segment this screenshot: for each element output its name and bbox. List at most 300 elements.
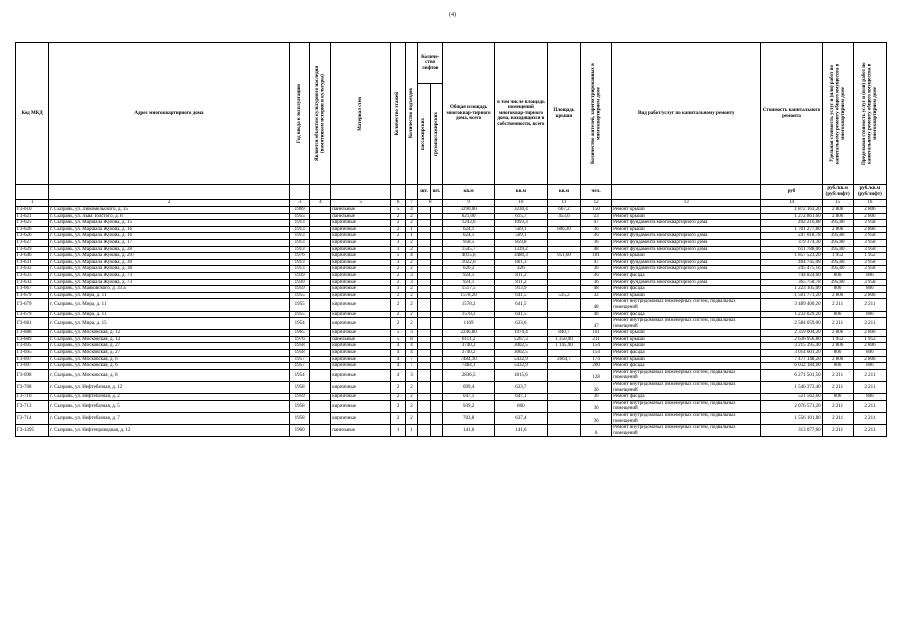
cell-unit-cost: 806 — [822, 286, 853, 293]
cell-cost: 2 636 956,80 — [761, 336, 822, 343]
cell-area-total: 958,5 — [443, 239, 495, 246]
cell-year: 1969 — [289, 207, 310, 214]
cell-lifts-cargo — [430, 279, 442, 286]
cell-lifts-cargo — [430, 286, 442, 293]
header-work: Вид работ/услуг по капитальному ремонту — [612, 43, 761, 185]
cell-floors: 5 — [391, 336, 406, 343]
cell-area-total: 620,2 — [443, 266, 495, 273]
cell-roof — [547, 394, 580, 401]
cell-area-total: 621,00 — [443, 213, 495, 220]
cell-residents: 48 — [581, 246, 612, 253]
cell-cost: 7 477 148,20 — [761, 356, 822, 363]
cell-area-owned: 5267,3 — [494, 336, 547, 343]
cell-area-owned: 1974,4 — [494, 330, 547, 337]
cell-lifts-cargo — [430, 363, 442, 370]
cell-lifts-cargo — [430, 226, 442, 233]
cell-residents: 36 — [581, 233, 612, 240]
cell-year: 1959 — [289, 394, 310, 401]
cell-material: панельные — [331, 425, 391, 437]
cell-area-owned: 913,9 — [494, 286, 547, 293]
cell-work: Ремонт фундамента многоквартирного дома — [612, 239, 761, 246]
column-number: 5 — [331, 200, 391, 207]
table-body — [16, 207, 887, 437]
cell-area-owned: 860 — [494, 400, 547, 412]
cell-code: Г3-626 — [16, 226, 49, 233]
header-area-owned: в том числе площадь помещений многоквар-тирного дома, находящихся в собственности, всего — [494, 43, 547, 185]
cell-floors: 2 — [391, 220, 406, 227]
cell-cost: 744 824,60 — [761, 272, 822, 279]
cell-lifts-cargo — [430, 318, 442, 330]
cell-code: Г3-629 — [16, 246, 49, 253]
cell-roof — [547, 272, 580, 279]
cell-max-cost: 2 806 — [853, 356, 886, 363]
cell-lifts-cargo — [430, 369, 442, 381]
cell-lifts-pass — [418, 343, 430, 350]
cell-address: г. Сызрань, ул. Нефтебазная, д. 7 — [49, 413, 290, 425]
table-row — [16, 226, 887, 233]
cell-residents: 47 — [581, 220, 612, 227]
cell-material: панельные — [331, 207, 391, 214]
cell-roof: 453,6 — [547, 213, 580, 220]
cell-cost: 313 077,60 — [761, 425, 822, 437]
cell-roof — [547, 369, 580, 381]
cell-area-owned: 1093,3 — [494, 220, 547, 227]
cell-code: Г3-689 — [16, 336, 49, 343]
column-number: 2 — [49, 200, 290, 207]
cell-work: Ремонт внутридомовых инженерных систем, подвальных помещений — [612, 382, 761, 394]
cell-floors: 4 — [391, 363, 406, 370]
cell-lifts-pass — [418, 220, 430, 227]
cell-roof: 1 145,90 — [547, 343, 580, 350]
cell-area-total: 624,1 — [443, 226, 495, 233]
header-heritage: Является объектом культурного наследия (памятником истории и культуры) — [310, 43, 331, 185]
cell-residents: 211 — [581, 336, 612, 343]
cell-entrances: 4 — [405, 350, 417, 357]
cell-cost: 379 374,30 — [761, 239, 822, 246]
cell-unit-cost: 2 211 — [822, 413, 853, 425]
cell-entrances: 1 — [405, 425, 417, 437]
cell-lifts-pass — [418, 266, 430, 273]
cell-area-owned: 3002,5 — [494, 350, 547, 357]
cell-lifts-cargo — [430, 413, 442, 425]
cell-area-owned: 633,6 — [494, 318, 547, 330]
cell-max-cost: 2 806 — [853, 226, 886, 233]
cell-address: г. Сызрань, ул. Мира, д. 11 — [49, 299, 290, 311]
cell-year: 1958 — [289, 400, 310, 412]
cell-floors: 3 — [391, 246, 406, 253]
cell-max-cost: 3 958 — [853, 239, 886, 246]
column-number: 7 — [405, 200, 417, 207]
cell-lifts-cargo — [430, 266, 442, 273]
cell-work: Ремонт внутридомовых инженерных систем, подвальных помещений — [612, 369, 761, 381]
header-floors: Количество этажей — [391, 43, 406, 185]
header-residents: Количество жителей, зарегистрированных в многоквартирном доме — [581, 43, 612, 185]
cell-heritage — [310, 356, 331, 363]
cell-code: Г3-710 — [16, 394, 49, 401]
cell-lifts-cargo — [430, 394, 442, 401]
table-row — [16, 239, 887, 246]
cell-roof — [547, 382, 580, 394]
cell-lifts-pass — [418, 350, 430, 357]
cell-address: г. Сызрань, ул. Маршала Жукова, д. 73 — [49, 279, 290, 286]
cell-residents: 36 — [581, 394, 612, 401]
cell-lifts-cargo — [430, 311, 442, 318]
table-row — [16, 286, 887, 293]
cell-area-owned: 3230,4 — [494, 207, 547, 214]
cell-roof — [547, 299, 580, 311]
cell-heritage — [310, 220, 331, 227]
cell-area-owned: 615,7 — [494, 213, 547, 220]
cell-lifts-cargo — [430, 239, 442, 246]
cell-area-owned: 641,5 — [494, 299, 547, 311]
header-roof: Площадь крыши — [547, 43, 580, 185]
cell-address: г. Сызрань, ул. Мира, д. 11 — [49, 292, 290, 299]
table-row — [16, 299, 887, 311]
cell-heritage — [310, 226, 331, 233]
cell-heritage — [310, 394, 331, 401]
cell-heritage — [310, 213, 331, 220]
cell-entrances: 1 — [405, 233, 417, 240]
cell-work: Ремонт фундамента многоквартирного дома — [612, 246, 761, 253]
table-row — [16, 266, 887, 273]
cell-max-cost: 2 211 — [853, 318, 886, 330]
cell-area-total: 1517,5 — [443, 286, 495, 293]
cell-lifts-pass — [418, 239, 430, 246]
table-row — [16, 363, 887, 370]
unit-residents: чел. — [581, 185, 612, 200]
cell-roof: 840,7 — [547, 330, 580, 337]
cell-area-total: 4015,6 — [443, 253, 495, 260]
cell-max-cost: 1 952 — [853, 336, 886, 343]
cell-unit-cost: 806 — [822, 311, 853, 318]
cell-roof — [547, 279, 580, 286]
cell-entrances: 2 — [405, 299, 417, 311]
cell-material: кирпичные — [331, 239, 391, 246]
cell-residents: 36 — [581, 272, 612, 279]
cell-material: панельные — [331, 336, 391, 343]
cell-material: кирпичные — [331, 311, 391, 318]
cell-work: Ремонт крыши — [612, 292, 761, 299]
cell-year: 1913 — [289, 239, 310, 246]
header-code: Код МКД — [16, 43, 49, 185]
cell-year: 1913 — [289, 246, 310, 253]
cell-max-cost: 3 958 — [853, 220, 886, 227]
cell-max-cost: 806 — [853, 394, 886, 401]
cell-year: 1954 — [289, 318, 310, 330]
cell-residents: 47 — [581, 259, 612, 266]
cell-code: Г3-667 — [16, 286, 49, 293]
cell-residents: 36 — [581, 400, 612, 412]
cell-lifts-cargo — [430, 233, 442, 240]
cell-residents: 36 — [581, 413, 612, 425]
cell-entrances: 2 — [405, 394, 417, 401]
cell-lifts-cargo — [430, 299, 442, 311]
unit-cost: руб — [761, 185, 822, 200]
cell-material: кирпичные — [331, 253, 391, 260]
cell-max-cost: 2 806 — [853, 207, 886, 214]
cell-unit-cost: 2 806 — [822, 356, 853, 363]
cell-lifts-pass — [418, 259, 430, 266]
housing-registry-table — [15, 42, 887, 437]
cell-address: г. Сызрань, ул. Мира, д. 15 — [49, 318, 290, 330]
cell-area-owned: 569,1 — [494, 233, 547, 240]
cell-heritage — [310, 259, 331, 266]
cell-heritage — [310, 292, 331, 299]
cell-year: 1957 — [289, 356, 310, 363]
cell-max-cost: 2 211 — [853, 413, 886, 425]
table-row — [16, 336, 887, 343]
cell-area-owned: 141,6 — [494, 425, 547, 437]
cell-floors: 5 — [391, 207, 406, 214]
cell-year: 1976 — [289, 253, 310, 260]
cell-max-cost: 806 — [853, 272, 886, 279]
cell-floors: 2 — [391, 292, 406, 299]
cell-roof — [547, 239, 580, 246]
cell-floors: 2 — [391, 266, 406, 273]
cell-residents: 48 — [581, 299, 612, 311]
cell-material: кирпичные — [331, 233, 391, 240]
cell-unit-cost: 2 806 — [822, 292, 853, 299]
cell-material: кирпичные — [331, 356, 391, 363]
cell-max-cost: 2 806 — [853, 213, 886, 220]
cell-max-cost: 2 806 — [853, 292, 886, 299]
cell-year: 1939 — [289, 279, 310, 286]
cell-work: Ремонт крыши — [612, 207, 761, 214]
cell-max-cost: 2 211 — [853, 425, 886, 437]
unit-lifts-cargo: шт. — [430, 185, 442, 200]
cell-area-owned: 633,7 — [494, 382, 547, 394]
cell-year: 1959 — [289, 286, 310, 293]
cell-unit-cost: 2 806 — [822, 343, 853, 350]
cell-year: 1958 — [289, 413, 310, 425]
cell-work: Ремонт внутридомовых инженерных систем, подвальных помещений — [612, 425, 761, 437]
cell-max-cost: 3 958 — [853, 266, 886, 273]
cell-heritage — [310, 253, 331, 260]
cell-residents: 6 — [581, 425, 612, 437]
cell-residents: 174 — [581, 356, 612, 363]
cell-lifts-pass — [418, 311, 430, 318]
cell-material: кирпичные — [331, 259, 391, 266]
cell-residents: 36 — [581, 239, 612, 246]
cell-lifts-pass — [418, 318, 430, 330]
cell-material: кирпичные — [331, 292, 391, 299]
cell-area-total: 2246,80 — [443, 330, 495, 337]
table-row — [16, 369, 887, 381]
cell-max-cost: 806 — [853, 286, 886, 293]
cell-work: Ремонт фундамента многоквартирного дома — [612, 279, 761, 286]
cell-floors: 4 — [391, 343, 406, 350]
cell-entrances: 2 — [405, 213, 417, 220]
cell-material: кирпичные — [331, 220, 391, 227]
cell-residents: 47 — [581, 318, 612, 330]
cell-year: 1955 — [289, 292, 310, 299]
cell-heritage — [310, 425, 331, 437]
cell-heritage — [310, 413, 331, 425]
cell-work: Ремонт фундамента многоквартирного дома — [612, 259, 761, 266]
cell-heritage — [310, 311, 331, 318]
cell-code: Г3-697 — [16, 356, 49, 363]
cell-max-cost: 1 952 — [853, 253, 886, 260]
cell-floors: 2 — [391, 382, 406, 394]
cell-year: 1955 — [289, 213, 310, 220]
cell-lifts-cargo — [430, 272, 442, 279]
cell-work: Ремонт фундамента многоквартирного дома — [612, 220, 761, 227]
cell-work: Ремонт внутридомовых инженерных систем, подвальных помещений — [612, 413, 761, 425]
cell-area-owned: 5432,9 — [494, 356, 547, 363]
table-row — [16, 413, 887, 425]
cell-address: г. Сызрань, ул. Нефтепроводная, д. 12 — [49, 425, 290, 437]
cell-year: 1913 — [289, 220, 310, 227]
cell-entrances: 3 — [405, 279, 417, 286]
cell-material: кирпичные — [331, 343, 391, 350]
cell-year: 1939 — [289, 272, 310, 279]
cell-work: Ремонт крыши — [612, 330, 761, 337]
cell-cost: 3 014 601,20 — [761, 350, 822, 357]
cell-work: Ремонт фасада — [612, 286, 761, 293]
cell-year: 1955 — [289, 299, 310, 311]
cell-code: Г3-610 — [16, 207, 49, 214]
cell-area-owned: 426 — [494, 266, 547, 273]
cell-residents: 200 — [581, 363, 612, 370]
cell-cost: 365 758,78 — [761, 279, 822, 286]
cell-year: 1958 — [289, 350, 310, 357]
cell-entrances: 3 — [405, 330, 417, 337]
cell-lifts-cargo — [430, 356, 442, 363]
cell-area-owned: 5432,9 — [494, 363, 547, 370]
cell-floors: 3 — [391, 259, 406, 266]
cell-floors: 2 — [391, 233, 406, 240]
cell-heritage — [310, 233, 331, 240]
cell-heritage — [310, 239, 331, 246]
cell-lifts-pass — [418, 286, 430, 293]
cell-floors: 3 — [391, 286, 406, 293]
cell-entrances: 2 — [405, 259, 417, 266]
cell-entrances: 2 — [405, 286, 417, 293]
header-address: Адрес многоквартирного дома — [49, 43, 290, 185]
cell-unit-cost: 1 952 — [822, 253, 853, 260]
column-number-row — [16, 200, 887, 207]
cell-unit-cost: 395,80 — [822, 246, 853, 253]
cell-code: Г3-625 — [16, 220, 49, 227]
cell-material: кирпичные — [331, 363, 391, 370]
cell-code: Г3-621 — [16, 213, 49, 220]
cell-work: Ремонт фундамента многоквартирного дома — [612, 233, 761, 240]
cell-area-total: 924,1 — [443, 279, 495, 286]
cell-material: кирпичные — [331, 286, 391, 293]
cell-lifts-pass — [418, 246, 430, 253]
cell-code: Г3-681 — [16, 318, 49, 330]
cell-unit-cost: 2 211 — [822, 425, 853, 437]
header-entrances: Количество подъездов — [405, 43, 417, 185]
cell-year: 1954 — [289, 369, 310, 381]
cell-roof — [547, 286, 580, 293]
cell-entrances: 8 — [405, 336, 417, 343]
cell-unit-cost: 2 211 — [822, 400, 853, 412]
cell-floors: 4 — [391, 369, 406, 381]
cell-cost: 492 216,88 — [761, 220, 822, 227]
cell-area-total: 1022,6 — [443, 259, 495, 266]
cell-address: г. Сызрань, ул. Московская, д. 27 — [49, 350, 290, 357]
cell-heritage — [310, 369, 331, 381]
cell-year: 1913 — [289, 226, 310, 233]
cell-address: г. Сызрань, ул. Мира, д. 11 — [49, 311, 290, 318]
cell-entrances: 2 — [405, 400, 417, 412]
cell-lifts-cargo — [430, 253, 442, 260]
cell-residents: 101 — [581, 330, 612, 337]
cell-address: г. Сызрань, ул. Маршала Жукова, д. 38 — [49, 266, 290, 273]
cell-entrances: 3 — [405, 272, 417, 279]
cell-area-total: 1169 — [443, 318, 495, 330]
column-number: 16 — [853, 200, 886, 207]
unit-area-total: кв.м — [443, 185, 495, 200]
cell-unit-cost: 2 806 — [822, 226, 853, 233]
cell-roof: 1 350,90 — [547, 336, 580, 343]
cell-address: г. Сызрань, ул. Маршала Жукова, д. 15 — [49, 220, 290, 227]
unit-lifts-pass: шт. — [418, 185, 430, 200]
cell-unit-cost: 395,80 — [822, 279, 853, 286]
cell-roof: 667,2 — [547, 207, 580, 214]
cell-max-cost: 806 — [853, 350, 886, 357]
cell-cost: 3 489 400,20 — [761, 299, 822, 311]
cell-lifts-pass — [418, 400, 430, 412]
cell-area-owned: 647,1 — [494, 394, 547, 401]
cell-material: кирпичные — [331, 330, 391, 337]
cell-heritage — [310, 350, 331, 357]
cell-cost: 6 271 501,50 — [761, 369, 822, 381]
cell-cost: 2 359 004,20 — [761, 330, 822, 337]
cell-address: г. Сызрань, ул. Маршала Жукова, д. 297 — [49, 253, 290, 260]
cell-unit-cost: 395,80 — [822, 233, 853, 240]
cell-residents: 150 — [581, 207, 612, 214]
cell-code: Г3-632 — [16, 266, 49, 273]
cell-max-cost: 3 958 — [853, 279, 886, 286]
cell-lifts-pass — [418, 356, 430, 363]
cell-residents: 154 — [581, 350, 612, 357]
cell-code: Г3-698 — [16, 369, 49, 381]
cell-unit-cost: 806 — [822, 394, 853, 401]
cell-residents: 36 — [581, 266, 612, 273]
column-number: 14 — [761, 200, 822, 207]
cell-material: панельные — [331, 213, 391, 220]
cell-year: 1960 — [289, 425, 310, 437]
cell-cost: 1 556 101,80 — [761, 413, 822, 425]
cell-entrances: 1 — [405, 226, 417, 233]
header-lifts-cargo: грузопассажирских — [430, 84, 442, 185]
cell-address: г. Сызрань, ул. Льва Толстого, д. 8 — [49, 213, 290, 220]
cell-area-owned: 811,2 — [494, 272, 547, 279]
table-row — [16, 292, 887, 299]
cell-roof: 951,60 — [547, 253, 580, 260]
cell-area-total: 1578,2 — [443, 311, 495, 318]
cell-unit-cost: 806 — [822, 272, 853, 279]
cell-unit-cost: 2 806 — [822, 207, 853, 214]
table-row — [16, 382, 887, 394]
cell-material: кирпичные — [331, 299, 391, 311]
cell-address: г. Сызрань, ул. Маршала Жукова, д. 28 — [49, 246, 290, 253]
cell-lifts-pass — [418, 382, 430, 394]
table-row — [16, 246, 887, 253]
cell-area-total: 1578,20 — [443, 292, 495, 299]
cell-residents: 36 — [581, 382, 612, 394]
cell-max-cost: 2 211 — [853, 299, 886, 311]
table-row — [16, 425, 887, 437]
cell-lifts-cargo — [430, 213, 442, 220]
cell-cost: 1 701 277,80 — [761, 226, 822, 233]
cell-material: кирпичные — [331, 246, 391, 253]
cell-cost: 1 546 373,40 — [761, 382, 822, 394]
header-unit-cost: Удельная стоимость услуг и (или) работ по капитальному ремонту общего имущества в многоквартирном доме — [822, 43, 853, 185]
cell-roof: 535,2 — [547, 292, 580, 299]
